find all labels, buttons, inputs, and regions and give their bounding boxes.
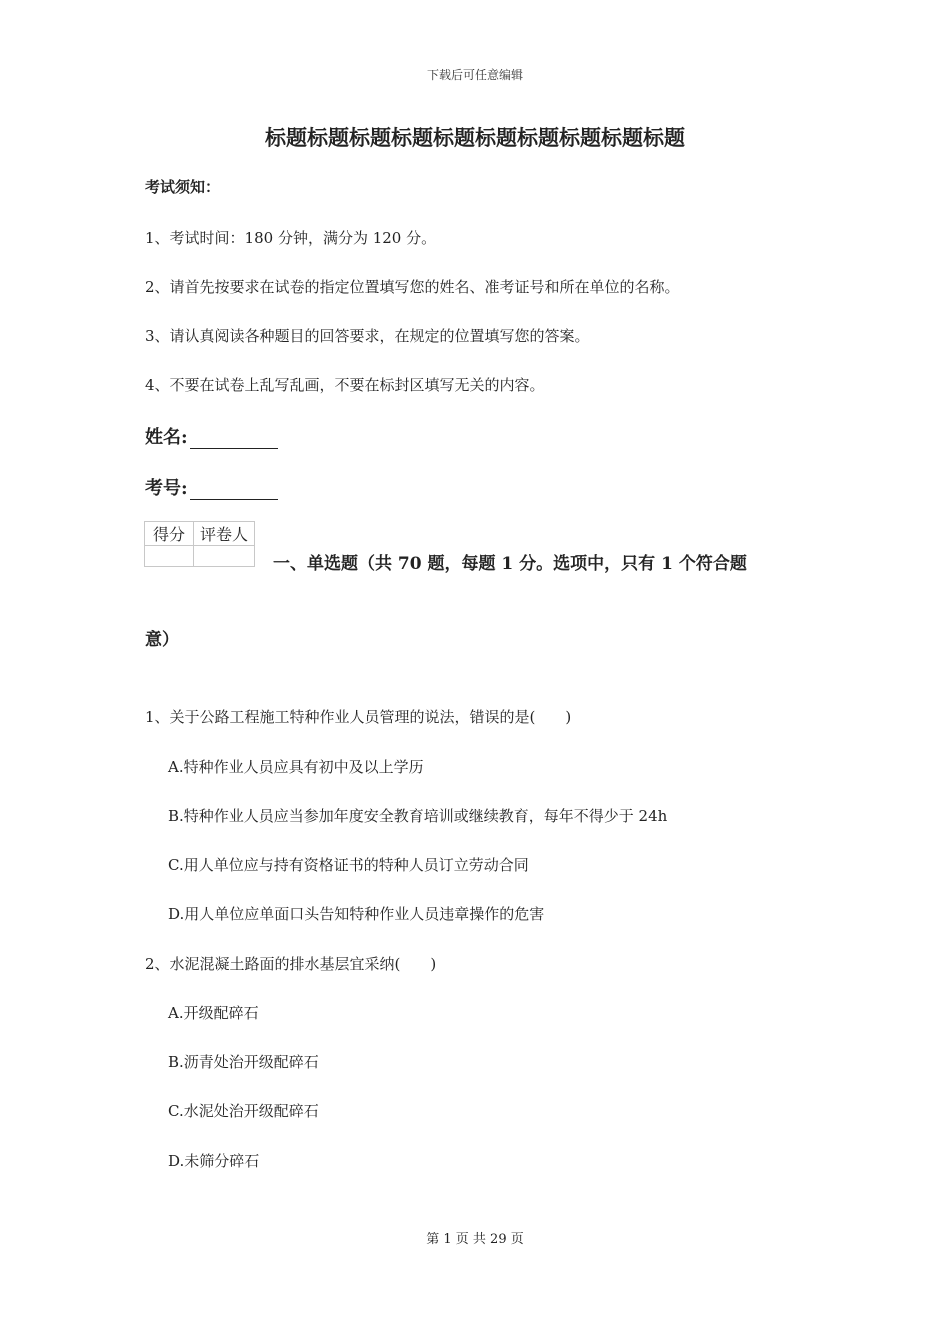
page-footer: 第 1 页 共 29 页 [426, 1232, 524, 1247]
question-2-option-a: A.开级配碎石 [168, 1004, 259, 1022]
page-header: 下载后可任意编辑 [426, 68, 523, 82]
grader-header: 评卷人 [194, 522, 255, 546]
section-heading: 一、单选题（共 70 题，每题 1 分。选项中，只有 1 个符合题 [273, 554, 747, 574]
notice-item-4: 4、不要在试卷上乱写乱画，不要在标封区填写无关的内容。 [145, 376, 545, 394]
score-cell [145, 546, 194, 567]
name-label: 姓名: [145, 427, 188, 448]
question-2-stem: 2、水泥混凝土路面的排水基层宜采纳( ) [145, 955, 437, 973]
question-2-option-d: D.未筛分碎石 [168, 1152, 260, 1170]
question-1-option-c: C.用人单位应与持有资格证书的特种人员订立劳动合同 [168, 856, 529, 874]
exam-id-field [145, 474, 278, 500]
name-blank-line[interactable] [190, 430, 278, 449]
question-2-option-b: B.沥青处治开级配碎石 [168, 1053, 319, 1071]
question-2-option-c: C.水泥处治开级配碎石 [168, 1102, 319, 1120]
question-1-option-b: B.特种作业人员应当参加年度安全教育培训或继续教育，每年不得少于 24h [168, 807, 668, 825]
exam-id-label: 考号: [145, 478, 188, 499]
question-1-option-a: A.特种作业人员应具有初中及以上学历 [168, 758, 424, 776]
section-heading-continued: 意） [145, 630, 179, 650]
notice-item-2: 2、请首先按要求在试卷的指定位置填写您的姓名、准考证号和所在单位的名称。 [145, 278, 680, 296]
exam-id-blank-line[interactable] [190, 481, 278, 500]
name-field [145, 423, 278, 449]
notice-item-3: 3、请认真阅读各种题目的回答要求，在规定的位置填写您的答案。 [145, 327, 590, 345]
score-table [144, 521, 255, 567]
question-1-option-d: D.用人单位应单面口头告知特种作业人员违章操作的危害 [168, 905, 545, 923]
notice-heading: 考试须知： [145, 178, 221, 196]
question-1-stem: 1、关于公路工程施工特种作业人员管理的说法，错误的是( ) [145, 708, 572, 726]
score-header: 得分 [145, 522, 194, 546]
grader-cell [194, 546, 255, 567]
notice-item-1: 1、考试时间：180 分钟，满分为 120 分。 [145, 229, 437, 247]
document-title: 标题标题标题标题标题标题标题标题标题标题 [265, 125, 685, 150]
